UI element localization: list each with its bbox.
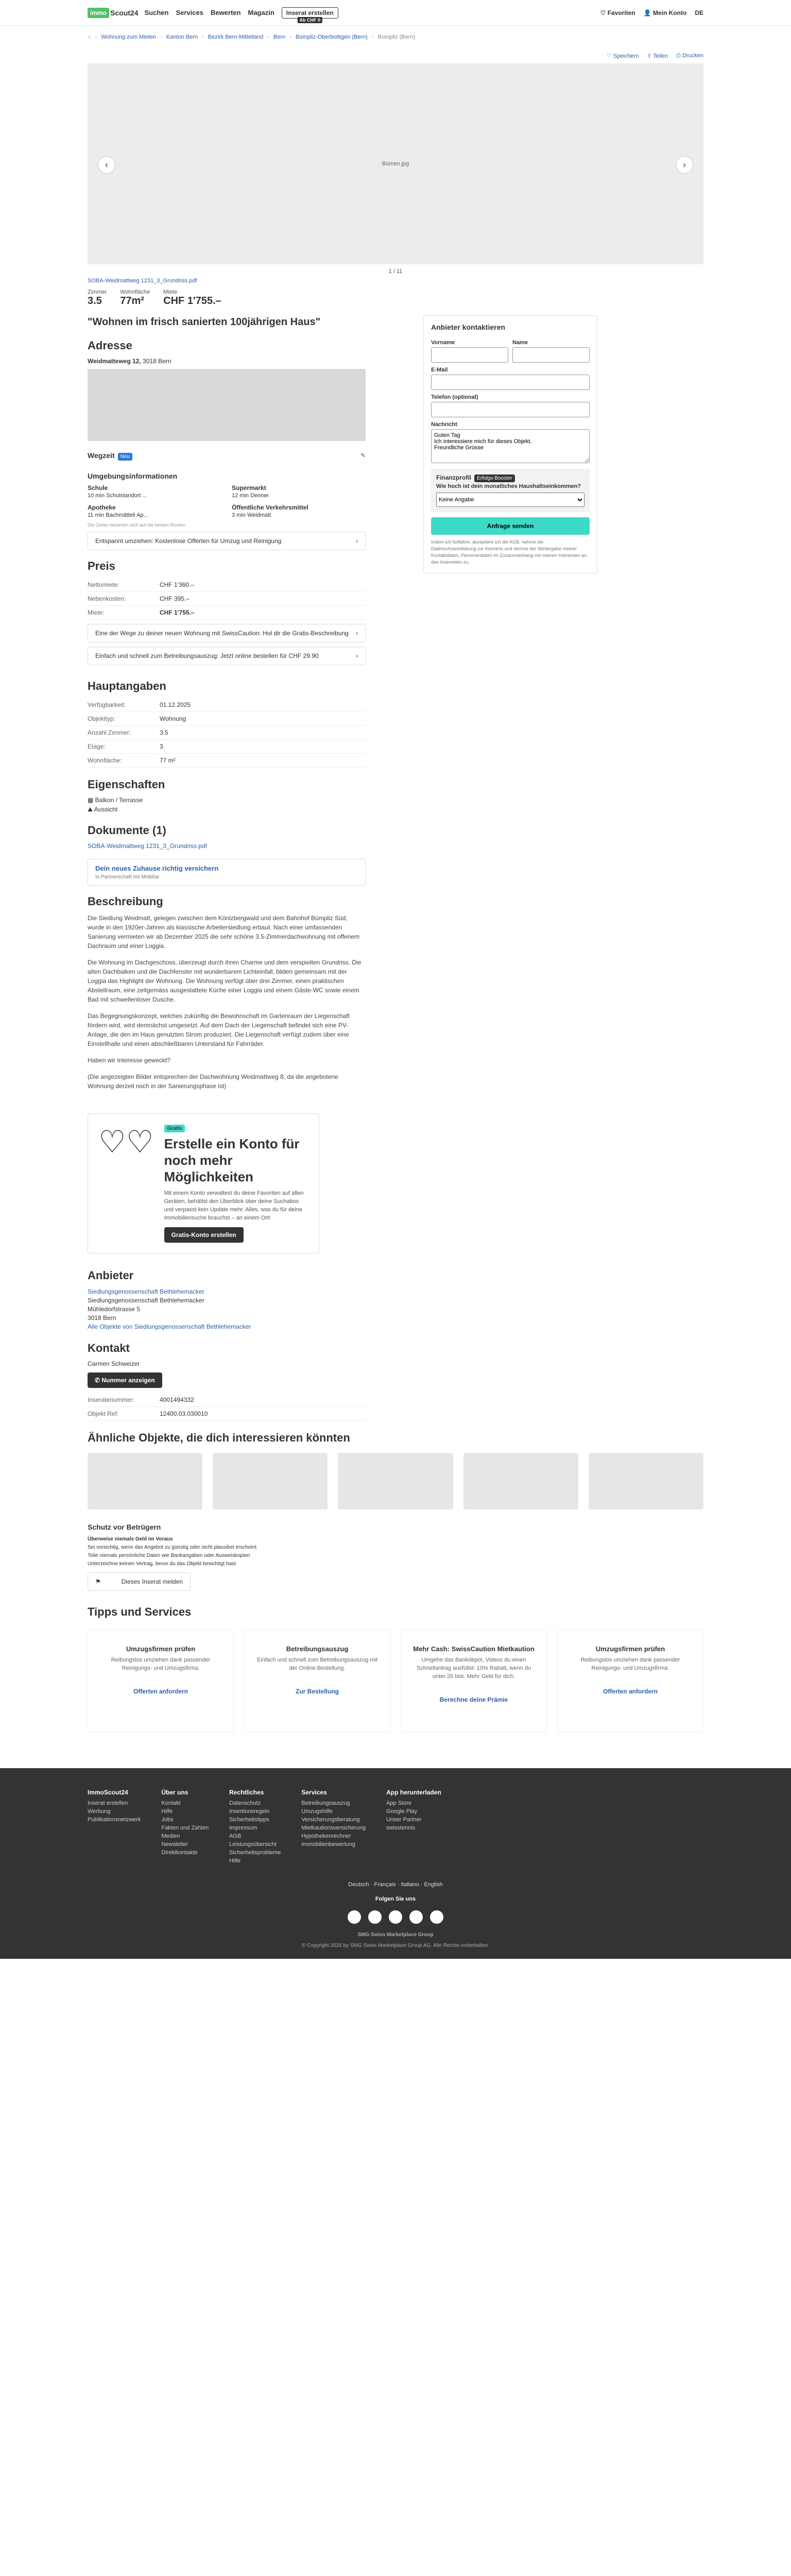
nav-services[interactable]: Services: [176, 9, 203, 16]
surroundings-list: Schule 10 min Schulstandort ... Supermarkt 12 min Denner Apotheke 11 min Bachmätteli Ap... Öffentliche Verkehrsmittel 3 min Weidmatt: [88, 484, 308, 518]
crumb-2[interactable]: Kanton Bern: [166, 34, 198, 40]
crumb-6: Bümpliz (Bern): [377, 34, 416, 40]
account-link[interactable]: 👤 Mein Konto: [643, 9, 687, 16]
main-nav: [144, 9, 281, 16]
gallery-counter: 1 / 11: [388, 268, 403, 275]
create-account-button[interactable]: Gratis-Konto erstellen: [164, 1227, 244, 1243]
nav-magazin[interactable]: Magazin: [248, 9, 274, 16]
key-facts: Zimmer 3.5 Wohnfläche 77m² Miete CHF 1'755.–: [88, 289, 221, 307]
gallery-image-alt: Bümen.jpg: [382, 161, 409, 167]
report-listing-button[interactable]: ⚑ Dieses Inserat melden: [88, 1572, 191, 1591]
last-name-field[interactable]: [512, 347, 590, 363]
similar-objects: [88, 1453, 703, 1510]
listing-title: "Wohnen im frisch sanierten 100jährigen Haus": [88, 316, 321, 328]
send-request-button[interactable]: Anfrage senden: [431, 517, 590, 535]
account-promo: ♡♡ Gratis Erstelle ein Konto für noch mehr Möglichkeiten Mit einem Konto verwaltest du deine Favoriten auf allen Geräten, behältst den Überblick über deine Suchabos und verpasst kein Update mehr. Alles, was du für deine Immobiliensuche brauchst – an einem Ort! Gratis-Konto erstellen: [88, 1113, 319, 1253]
betreibung-offer[interactable]: Einfach und schnell zum Betreibungsauszug: Jetzt online bestellen für CHF 29.90 ›: [88, 647, 366, 665]
crumb-3[interactable]: Bezirk Bern-Mittelland: [208, 34, 264, 40]
image-gallery[interactable]: [88, 63, 703, 264]
hearts-illustration-icon: ♡♡: [98, 1125, 154, 1159]
provider-objects-link[interactable]: Alle Objekte von Siedlungsgenossenschaft Bethlehemacker: [88, 1323, 251, 1330]
nav-suchen[interactable]: Suchen: [144, 9, 169, 16]
address-heading: Adresse: [88, 339, 132, 352]
tip-card: Mehr Cash: SwissCaution Mietkaution Umgehe das Bankdepot, Videos du einen Schnellantrag ausfüllst: 10% Rabatt, wenn du unter 26 bist. Mehr Geld für dich. Berechne deine Prämie: [401, 1629, 547, 1732]
document-link[interactable]: SOBA-Weidmattweg 1231_3_Grundriss.pdf: [88, 842, 207, 850]
prev-image-icon[interactable]: ‹: [98, 156, 115, 174]
message-field[interactable]: [431, 429, 590, 463]
facebook-icon[interactable]: [348, 1910, 361, 1924]
top-header: [0, 0, 791, 26]
share-button[interactable]: ⇪ Teilen: [647, 53, 668, 59]
nav-bewerten[interactable]: Bewerten: [210, 9, 241, 16]
insurance-teaser[interactable]: Dein neues Zuhause richtig versichern In Partnerschaft mit Mobiliar: [88, 859, 366, 886]
show-number-button[interactable]: ✆ Nummer anzeigen: [88, 1372, 162, 1388]
insert-badge: Ab CHF 0: [298, 17, 323, 23]
tip-card: Umzugsfirmen prüfen Reibungslos umziehen dank passender Reinigungs- und Umzugsfirma. Offerten anfordern: [557, 1629, 703, 1732]
favorites-link[interactable]: ♡ Favoriten: [600, 9, 635, 16]
email-field[interactable]: [431, 375, 590, 390]
insert-button[interactable]: Inserat erstellen Ab CHF 0: [282, 7, 338, 19]
first-name-field[interactable]: [431, 347, 508, 363]
finance-profile: Finanzprofil Erfolgs-Booster Wie hoch ist dein monatliches Haushaltseinkommen? Keine Angabe: [431, 469, 590, 512]
language-select[interactable]: DE: [695, 9, 703, 16]
footer: ImmoScout24 Inserat erstellen Werbung Publikationsnetzwerk Über uns Kontakt Hilfe Jobs Fakten und Zahlen Medien Newsletter Direktkontakte Rechtliches Datenschutz Insertionsregeln Sicherheitstipps Impressum AGB Leistungsübersicht Sicherheitsprobleme Hilfe Services Betreibungsauszug Umzugshilfe Versicherungsberatung Mietkautionsversicherung Hypothekenrechner Immobilienbewertung App herunterladen App Store Google Play Unser Partner swisstennis Deutsch · Français · Italiano · English Folgen Sie uns SMG Swiss Marketplace Group © Copyright 2025 by SMG Swiss Marketplace Group AG. Alle Rechte vorbehalten.: [0, 1768, 791, 1959]
moving-offer[interactable]: Entspannt umziehen: Kostenlose Offerten für Umzug und Reinigung ›: [88, 532, 366, 550]
tip-card: Betreibungsauszug Einfach und schnell zum Betreibungsauszug mit der Online-Bestellung. Zur Bestellung: [244, 1629, 390, 1732]
logo-mark: immo: [88, 8, 109, 18]
swisscaution-offer[interactable]: Eine der Wege zu deiner neuen Wohnung mit SwissCaution: Hol dir die Gratis-Beschreibung ›: [88, 624, 366, 642]
map[interactable]: [88, 369, 366, 441]
logo[interactable]: [88, 8, 138, 18]
crumb-1[interactable]: Wohnung zum Mieten: [101, 34, 157, 40]
surroundings-heading: Umgebungsinformationen: [88, 472, 178, 480]
linkedin-icon[interactable]: [389, 1910, 402, 1924]
tiktok-icon[interactable]: [430, 1910, 443, 1924]
crumb-5[interactable]: Bümpliz-Oberbottigen (Bern): [295, 34, 368, 40]
home-icon[interactable]: ⌂: [88, 34, 91, 40]
provider-logo[interactable]: Siedlungsgenossenschaft Bethlehemacker: [88, 1288, 204, 1295]
breadcrumb: ⌂ › Wohnung zum Mieten › Kanton Bern › Bezirk Bern-Mittelland › Bern › Bümpliz-Oberbottigen (Bern) › Bümpliz (Bern): [88, 34, 416, 40]
edit-route-icon[interactable]: ✎: [360, 452, 366, 459]
crumb-4[interactable]: Bern: [273, 34, 286, 40]
floorplan-link[interactable]: SOBA-Weidmattweg 1231_3_Grundriss.pdf: [88, 278, 197, 284]
youtube-icon[interactable]: [409, 1910, 423, 1924]
print-button[interactable]: ⎙ Drucken: [676, 53, 703, 59]
listing-actions: [88, 48, 703, 63]
logo-text: Scout24: [110, 8, 139, 17]
tip-card: Umzugsfirmen prüfen Reibungslos umziehen dank passender Reinigungs- und Umzugsfirma. Offerten anfordern: [88, 1629, 234, 1732]
phone-field[interactable]: [431, 402, 590, 417]
next-image-icon[interactable]: ›: [676, 156, 693, 174]
social-icons: [88, 1910, 703, 1924]
income-select[interactable]: [436, 493, 584, 507]
save-button[interactable]: ♡ Speichern: [606, 53, 639, 59]
contact-form: Anbieter kontaktieren Vorname Name E-Mail Telefon (optional) Nachricht Guten Tag Ich interessiere mich für dieses Objekt. Freundliche Grüsse Finanzprofil Erfolgs-Booster Wie hoch ist dein monatliches Haushaltseinkommen? Keine Angabe Anfrage senden Indem ich fortfahre, akzeptiere ich die AGB, nehme die Datenschutzerklärung zur Kenntnis und stimme der Weitergabe meiner Kontaktdaten, Personendaten im Zusammenhang mit meinen Interessen an den Inserenten zu.: [423, 315, 597, 573]
instagram-icon[interactable]: [368, 1910, 382, 1924]
